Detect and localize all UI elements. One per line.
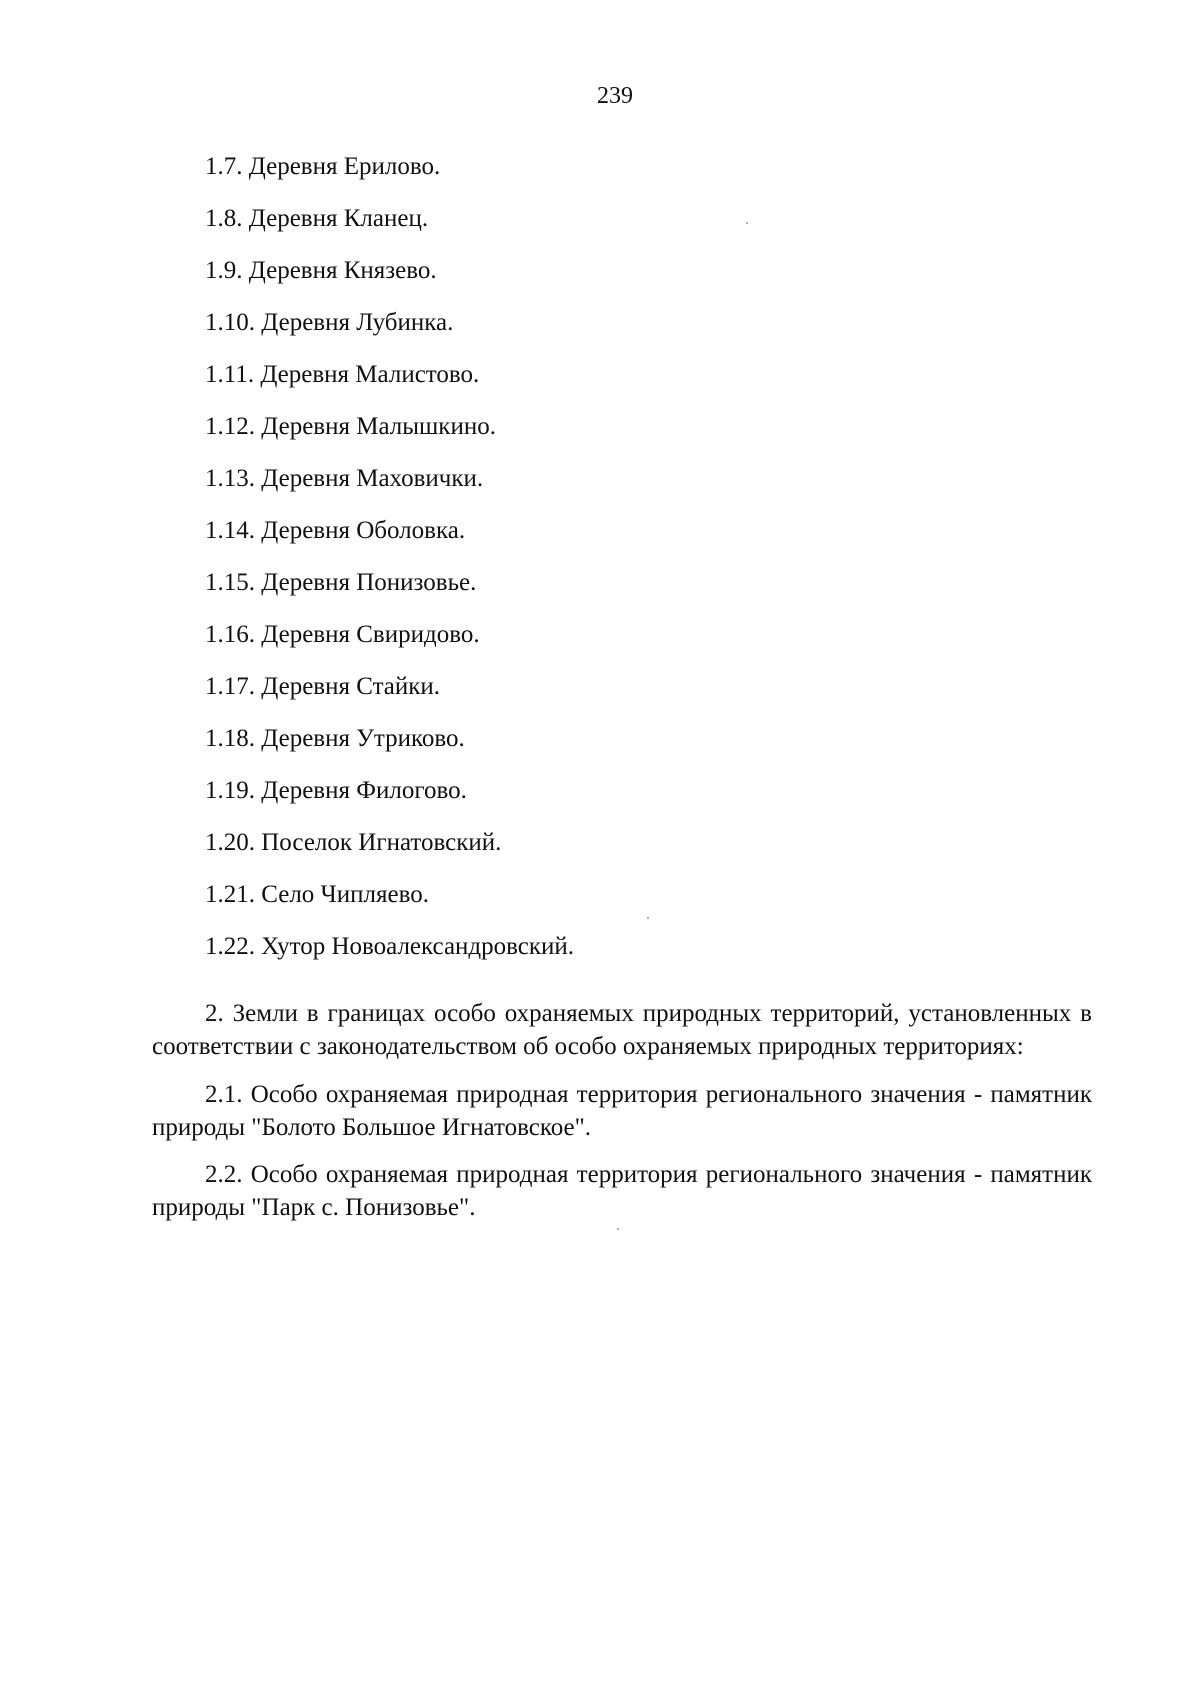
scan-speck — [617, 1228, 619, 1230]
list-item: 1.21. Село Чипляево. — [205, 881, 430, 908]
list-item: 1.7. Деревня Ерилово. — [205, 153, 441, 180]
list-item: 1.11. Деревня Малистово. — [205, 361, 480, 388]
list-item: 1.13. Деревня Маховички. — [205, 465, 484, 492]
scan-speck — [647, 917, 649, 919]
item-2-1-paragraph: 2.1. Особо охраняемая природная территория регионального значения - памятник природы "Болото Большое Игнатовское". — [152, 1081, 1092, 1141]
list-item: 1.8. Деревня Кланец. — [205, 205, 429, 232]
list-item: 1.17. Деревня Стайки. — [205, 673, 441, 700]
list-item: 1.22. Хутор Новоалександровский. — [205, 933, 575, 960]
list-item: 1.9. Деревня Князево. — [205, 257, 437, 284]
list-item: 1.12. Деревня Малышкино. — [205, 413, 496, 440]
list-item: 1.10. Деревня Лубинка. — [205, 309, 454, 336]
section-2-paragraph: 2. Земли в границах особо охраняемых природных территорий, установленных в соответствии с законодательством об особо охраняемых природных территориях: — [152, 1000, 1092, 1060]
list-item: 1.14. Деревня Оболовка. — [205, 517, 466, 544]
list-item: 1.15. Деревня Понизовье. — [205, 569, 477, 596]
settlement-list — [205, 152, 574, 984]
page-number: 239 — [597, 83, 633, 109]
scan-speck — [746, 222, 748, 224]
item-2-2-paragraph: 2.2. Особо охраняемая природная территория регионального значения - памятник природы "Парк с. Понизовье". — [152, 1161, 1092, 1221]
list-item: 1.18. Деревня Утриково. — [205, 725, 465, 752]
list-item: 1.20. Поселок Игнатовский. — [205, 829, 502, 856]
list-item: 1.19. Деревня Филогово. — [205, 777, 467, 804]
list-item: 1.16. Деревня Свиридово. — [205, 621, 480, 648]
